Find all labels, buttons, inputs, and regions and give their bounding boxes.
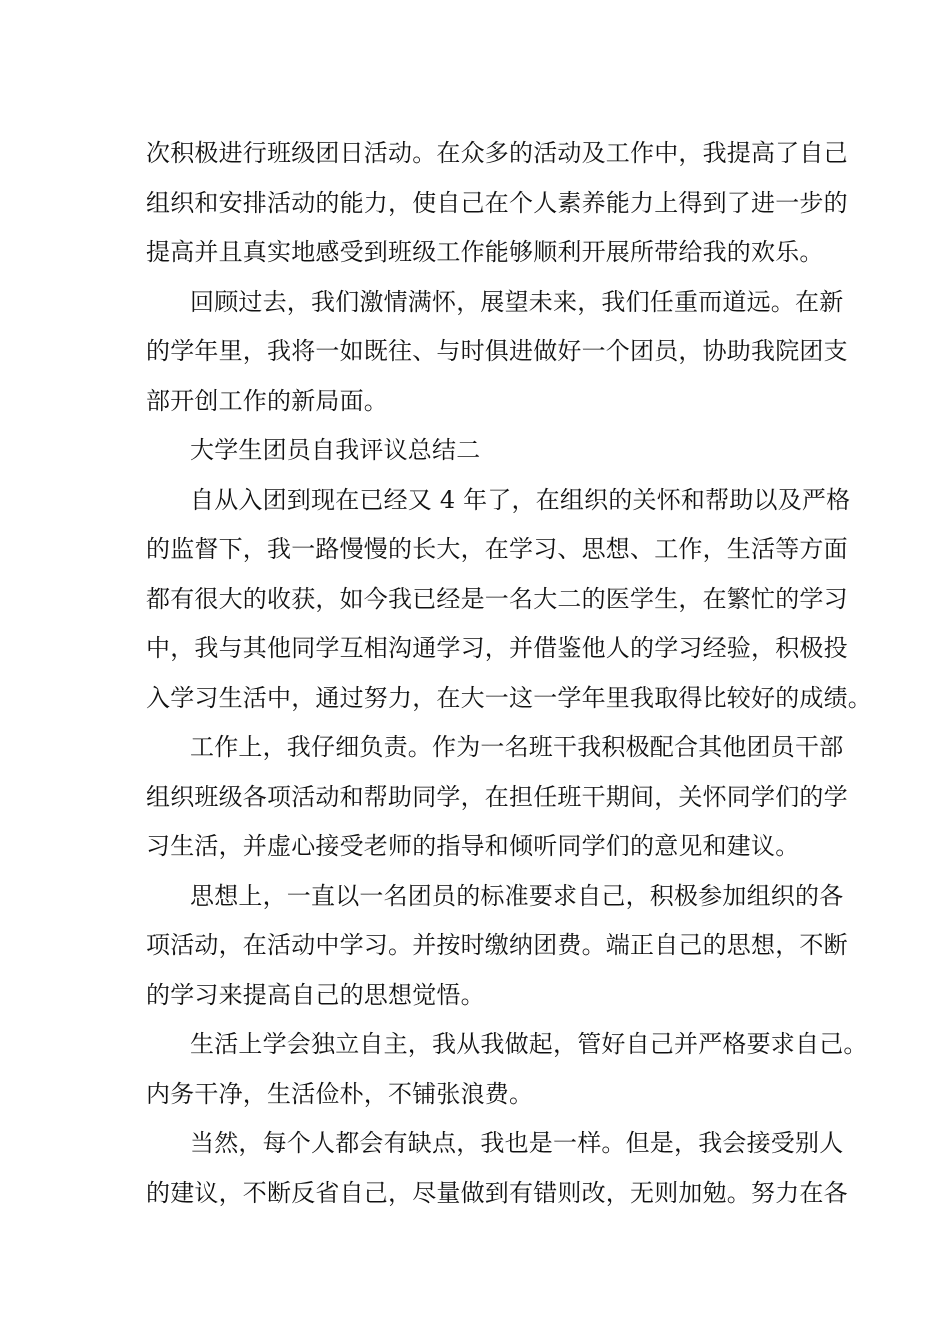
text-line: 的学习来提高自己的思想觉悟。 — [146, 980, 485, 1009]
text-line: 生活上学会独立自主，我从我做起，管好自己并严格要求自己。 — [190, 1030, 868, 1058]
text-line: 组织和安排活动的能力，使自己在个人素养能力上得到了进一步的 — [146, 188, 848, 217]
text-line: 思想上，一直以一名团员的标准要求自己，积极参加组织的各 — [190, 881, 844, 910]
text-line: 入学习生活中，通过努力，在大一这一学年里我取得比较好的成绩。 — [146, 683, 872, 712]
text-line: 回顾过去，我们激情满怀，展望未来，我们任重而道远。在新 — [190, 287, 844, 316]
text-line: 中，我与其他同学互相沟通学习，并借鉴他人的学习经验，积极投 — [146, 634, 848, 662]
text-line: 的建议，不断反省自己，尽量做到有错则改，无则加勉。努力在各 — [146, 1178, 848, 1207]
document-body — [146, 129, 872, 1218]
text-line: 组织班级各项活动和帮助同学，在担任班干期间，关怀同学们的学 — [146, 782, 848, 811]
text-line: 部开创工作的新局面。 — [146, 386, 388, 415]
text-line: 当然，每个人都会有缺点，我也是一样。但是，我会接受别人 — [190, 1129, 844, 1157]
text-line: 次积极进行班级团日活动。在众多的活动及工作中，我提高了自己 — [146, 139, 848, 167]
text-line: 的学年里，我将一如既往、与时俱进做好一个团员，协助我院团支 — [146, 337, 848, 365]
text-line: 项活动，在活动中学习。并按时缴纳团费。端正自己的思想，不断 — [146, 931, 848, 959]
text-line: 内务干净，生活俭朴，不铺张浪费。 — [146, 1079, 534, 1108]
text-line: 提高并且真实地感受到班级工作能够顺利开展所带给我的欢乐。 — [146, 238, 824, 266]
text-line: 自从入团到现在已经又 4 年了，在组织的关怀和帮助以及严格 — [190, 485, 851, 514]
text-line: 习生活，并虚心接受老师的指导和倾听同学们的意见和建议。 — [146, 832, 800, 860]
text-line: 工作上，我仔细负责。作为一名班干我积极配合其他团员干部 — [190, 733, 844, 761]
text-line: 大学生团员自我评议总结二 — [190, 436, 481, 464]
text-line: 都有很大的收获，如今我已经是一名大二的医学生，在繁忙的学习 — [146, 584, 848, 613]
text-line: 的监督下，我一路慢慢的长大，在学习、思想、工作，生活等方面 — [146, 535, 848, 563]
